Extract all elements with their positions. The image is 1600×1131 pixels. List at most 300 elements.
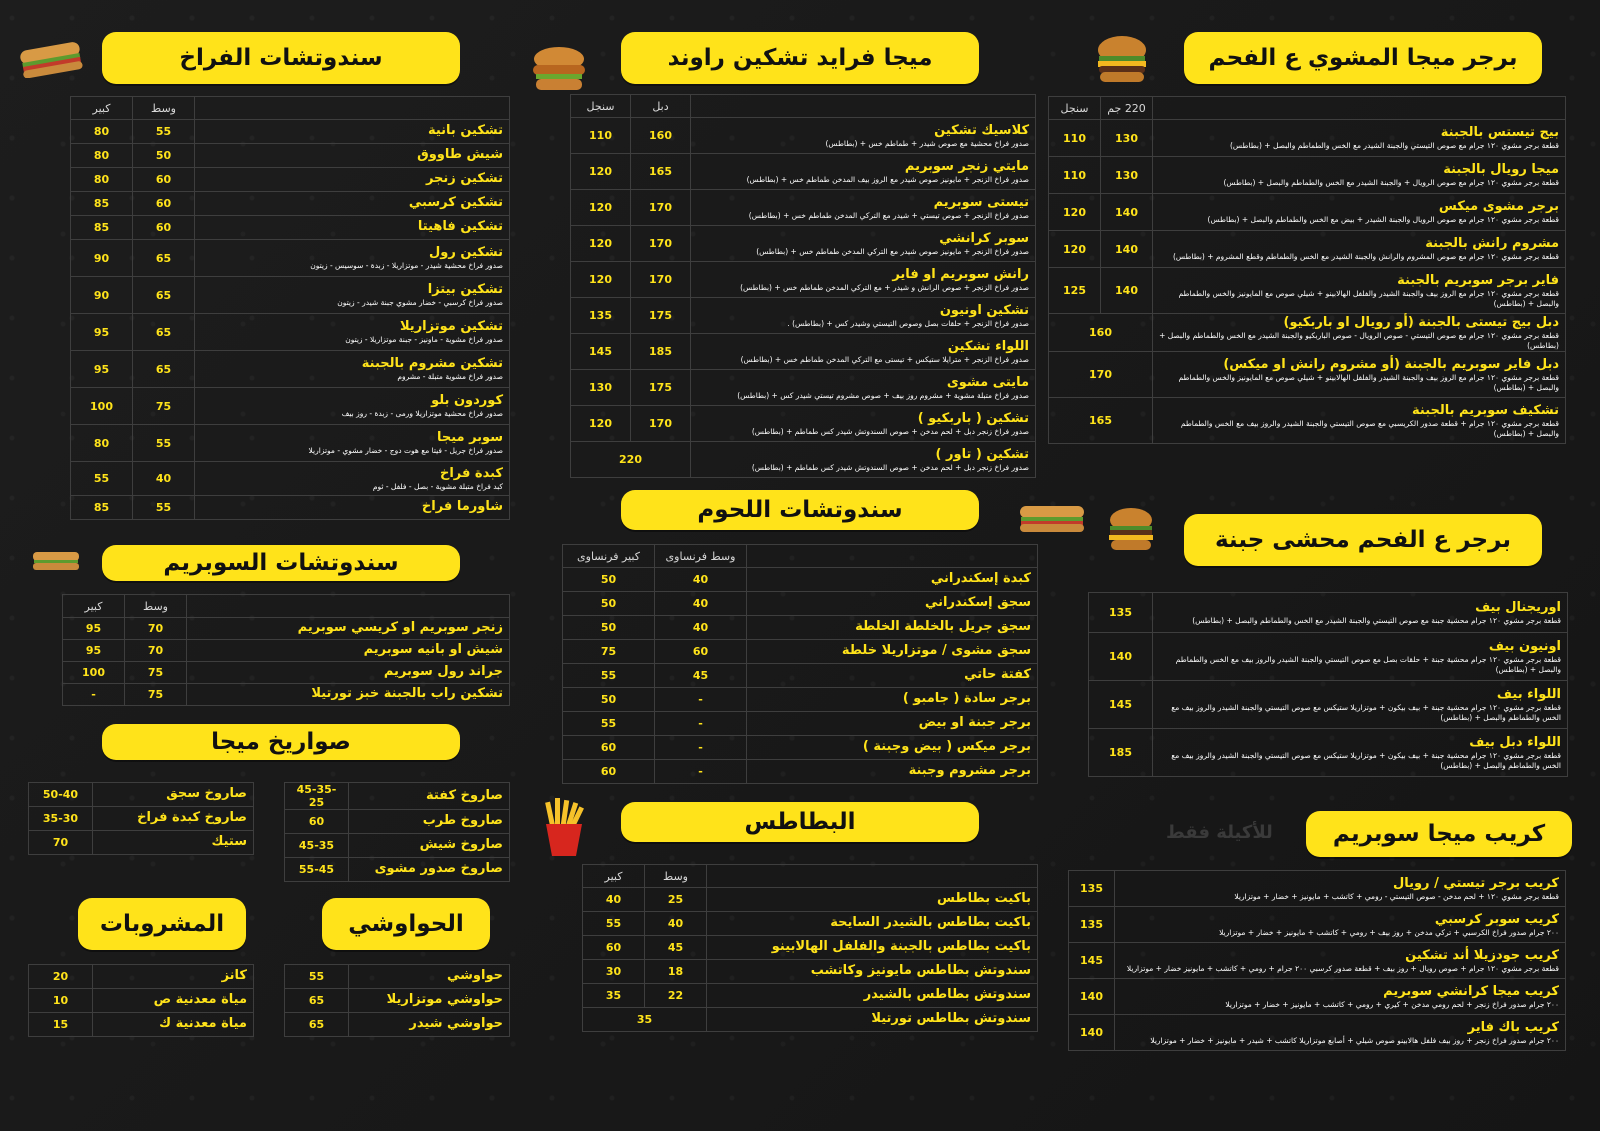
item-description: قطعة برجر مشوي ١٢٠ + لحم مدخن - صوص التيستي - رومي + كاتشب + مايونيز + خضار + موتزاريلا bbox=[1234, 891, 1559, 901]
table-row bbox=[71, 351, 510, 388]
table-row bbox=[583, 936, 1038, 960]
item-price: 45-35 bbox=[285, 834, 349, 858]
item-name: باكيت بطاطس بالجبنة والفلفل الهالابينو bbox=[707, 936, 1038, 960]
table-row bbox=[583, 984, 1038, 1008]
item-price: 170 bbox=[1049, 352, 1153, 398]
item-description: صدور فراخ محشية موتزاريلا ورمى - زبدة - روز بيف bbox=[341, 409, 503, 419]
table-row bbox=[1069, 907, 1566, 943]
table-row bbox=[583, 888, 1038, 912]
item-description: ٢٠٠ جرام صدور فراخ الكرسبي + تركي مدخن + روز بيف + رومي + كاتشب + مايونيز + خضار + موتزاريلا bbox=[1219, 927, 1559, 937]
rockets-table-right bbox=[284, 782, 510, 882]
table-row bbox=[63, 662, 510, 684]
item-description: كبد فراخ متبلة مشوية - بصل - فلفل - ثوم bbox=[372, 481, 503, 491]
item-name: تشكين موتزاريلا صدور فراخ مشوية - ماونيز - جبنة موتزاريلا - زيتون bbox=[195, 314, 510, 351]
item-name: اوريجنال بيف قطعة برجر مشوي ١٢٠ جرام محشية جبنة مع صوص التيستي والجبنة الشيدر مع الخس والطماطم والبصل + (بطاطس) bbox=[1153, 593, 1568, 633]
item-name: ميجا رويال بالجبنة قطعة برجر مشوي ١٢٠ جرام مع صوص الرويال + والجبنة الشيدر مع الخس والطماطم والبصل + (بطاطس) bbox=[1153, 157, 1566, 194]
item-price: 90 bbox=[71, 277, 133, 314]
item-price: 40 bbox=[655, 616, 747, 640]
item-name: تشكين راب بالجبنة خبز تورتيلا bbox=[187, 684, 510, 706]
item-price: 45 bbox=[655, 664, 747, 688]
table-row bbox=[583, 1008, 1038, 1032]
table-row bbox=[29, 1013, 254, 1037]
item-price: 65 bbox=[133, 314, 195, 351]
item-name: زنجر سوبريم او كريسي سوبريم bbox=[187, 618, 510, 640]
table-row bbox=[571, 190, 1036, 226]
item-name: كوردون بلو صدور فراخ محشية موتزاريلا ورمى - زبدة - روز بيف bbox=[195, 388, 510, 425]
fries-icon bbox=[540, 796, 588, 858]
item-name: اللواء بيف قطعة برجر مشوي ١٢٠ جرام محشية جبنة + بيف بيكون + موتزاريلا ستيكس مع صوص التيستي والجبنة الشيدر والروز بيف مع الخس والطماطم والبصل + (بطاطس) bbox=[1153, 681, 1568, 729]
table-row bbox=[71, 462, 510, 496]
item-price: 55 bbox=[133, 496, 195, 520]
item-description: صدور فراخ الزنجر + صوص الرانش و شيدر + مع التركي المدخن طماطم خس + (بطاطس) bbox=[740, 282, 1029, 292]
item-price: - bbox=[655, 712, 747, 736]
item-price: 135 bbox=[1069, 907, 1115, 943]
item-name: تشكين فاهيتا bbox=[195, 216, 510, 240]
item-description: قطعة برجر مشوي ١٢٠ جرام مع صوص الرويال والجبنة الشيدر + بيض مع الخس والطماطم والبصل + (بطاطس) bbox=[1207, 215, 1559, 225]
item-name: كفتة حاتي bbox=[747, 664, 1038, 688]
item-price: 45-35-25 bbox=[285, 783, 349, 810]
item-name: برجر مشوى ميكس قطعة برجر مشوي ١٢٠ جرام مع صوص الرويال والجبنة الشيدر + بيض مع الخس والطماطم والبصل + (بطاطس) bbox=[1153, 194, 1566, 231]
item-price: 120 bbox=[571, 154, 631, 190]
column-header: وسط bbox=[645, 865, 707, 888]
item-price: 65 bbox=[133, 351, 195, 388]
item-name: بيج تيستس بالجبنة قطعة برجر مشوي ١٢٠ جرام مع صوص التيستي والجبنة الشيدر مع الخس والطماطم والبصل + (بطاطس) bbox=[1153, 120, 1566, 157]
item-price: 160 bbox=[1049, 314, 1153, 352]
item-name: صاروخ كبدة فراخ bbox=[93, 807, 254, 831]
sub-sandwich-icon bbox=[1018, 502, 1086, 534]
item-price: 40 bbox=[645, 912, 707, 936]
item-price: 140 bbox=[1069, 1015, 1115, 1051]
item-description: صدور فراخ الزنجر + حلقات بصل وصوص التيستي وشيدر كس + (بطاطس) . bbox=[787, 318, 1029, 328]
burger-icon bbox=[1094, 32, 1150, 88]
item-name: سوبر ميجا صدور فراخ جريل - فيتا مع هوت دوج - خضار مشوي - موتزاريلا bbox=[195, 425, 510, 462]
item-name: تشكين بيتزا صدور فراخ كرسبي - خضار مشوي جبنة شيدر - زيتون bbox=[195, 277, 510, 314]
table-row bbox=[1049, 157, 1566, 194]
item-name: مياة معدنية ك bbox=[93, 1013, 254, 1037]
item-price: 175 bbox=[631, 370, 691, 406]
title-hawawshi: الحواوشي bbox=[322, 898, 490, 950]
crepe-note: للأكيلة فقط bbox=[1166, 822, 1273, 843]
meat-sandwiches-table bbox=[562, 544, 1038, 784]
stuffed-burger-table bbox=[1088, 592, 1568, 777]
item-description: قطعة برجر مشوي ١٢٠ جرام محشية جبنة + حلقات بصل مع صوص التيستي والجبنة الشيدر والروز بيف مع الخس والطماطم والبصل + (بطاطس) bbox=[1175, 654, 1561, 674]
item-price: 120 bbox=[1049, 231, 1101, 268]
item-name: سوبر كرانشي صدور فراخ الزنجر + مايونيز صوص شيدر مع التركي المدخن طماطم خس + (بطاطس) bbox=[691, 226, 1036, 262]
table-row bbox=[71, 388, 510, 425]
item-name: تشكين ( تاور ) صدور فراخ زنجر دبل + لحم مدخن + صوص السندوتش شيدر كس طماطم + (بطاطس) bbox=[691, 442, 1036, 478]
item-price: 45 bbox=[645, 936, 707, 960]
item-price: 65 bbox=[285, 989, 349, 1013]
item-price: 65 bbox=[285, 1013, 349, 1037]
item-price: 55 bbox=[133, 425, 195, 462]
table-row bbox=[1089, 593, 1568, 633]
table-row bbox=[563, 736, 1038, 760]
item-price: 145 bbox=[1069, 943, 1115, 979]
item-description: صدور فراخ محشية شيدر - موتزاريلا - زبدة - سوسيس - زيتون bbox=[310, 261, 503, 271]
item-description: ٢٠٠ جرام صدور فراخ زنجر + لحم رومي مدخن + كيري + رومي + كاتشب + مايونيز + خضار + موتزاريلا bbox=[1225, 999, 1559, 1009]
column-header: وسط فرنساوى bbox=[655, 545, 747, 568]
table-row bbox=[71, 240, 510, 277]
item-price: 50 bbox=[133, 144, 195, 168]
title-stuffed-burger: برجر ع الفحم محشى جبنة bbox=[1184, 514, 1542, 566]
title-grilled-burger: برجر ميجا المشوي ع الفحم bbox=[1184, 32, 1542, 84]
item-name: كريب برجر تيستي / رويال قطعة برجر مشوي ١٢٠ + لحم مدخن - صوص التيستي - رومي + كاتشب + مايونيز + خضار + موتزاريلا bbox=[1115, 871, 1566, 907]
hawawshi-table bbox=[284, 964, 510, 1037]
table-row bbox=[1089, 633, 1568, 681]
item-description: صدور فراخ مشوية - ماونيز - جبنة موتزاريلا - زيتون bbox=[345, 335, 503, 345]
item-price: 145 bbox=[571, 334, 631, 370]
column-header: كبير bbox=[63, 595, 125, 618]
item-price: 130 bbox=[571, 370, 631, 406]
item-name: كريب سوبر كرسبي ٢٠٠ جرام صدور فراخ الكرسبي + تركي مدخن + روز بيف + رومي + كاتشب + مايونيز + خضار + موتزاريلا bbox=[1115, 907, 1566, 943]
item-price: 70 bbox=[125, 618, 187, 640]
item-price: 15 bbox=[29, 1013, 93, 1037]
item-price: 95 bbox=[63, 618, 125, 640]
item-price: 140 bbox=[1101, 231, 1153, 268]
item-name: تشكين كرسبي bbox=[195, 192, 510, 216]
table-row bbox=[563, 568, 1038, 592]
title-supreme-sandwiches: سندوتشات السوبريم bbox=[102, 545, 460, 581]
item-description: صدور فراخ زنجر دبل + لحم مدخن + صوص السندوتش شيدر كس طماطم + (بطاطس) bbox=[751, 462, 1029, 472]
supreme-sandwiches-table bbox=[62, 594, 510, 706]
table-row bbox=[29, 807, 254, 831]
table-header bbox=[1049, 97, 1566, 120]
item-description: قطعة برجر مشوي ١٢٠ جرام + صوص رويال + روز بيف + قطعة صدور كرسبي ٢٠٠ جرام + رومي + كاتشب + مايونيز خضار + موتزاريلا bbox=[1126, 963, 1559, 973]
table-row bbox=[563, 760, 1038, 784]
table-row bbox=[1069, 979, 1566, 1015]
item-price: 75 bbox=[563, 640, 655, 664]
item-price: 125 bbox=[1049, 268, 1101, 314]
item-price: 40 bbox=[655, 568, 747, 592]
column-header: وسط bbox=[133, 97, 195, 120]
item-name: كانز bbox=[93, 965, 254, 989]
item-name: سجق إسكندراني bbox=[747, 592, 1038, 616]
fried-chicken-table bbox=[570, 94, 1036, 478]
item-name: برجر جبنة او بيض bbox=[747, 712, 1038, 736]
column-header bbox=[187, 595, 510, 618]
table-row bbox=[29, 831, 254, 855]
item-price: 60 bbox=[133, 168, 195, 192]
item-price: 60 bbox=[133, 192, 195, 216]
table-row bbox=[71, 192, 510, 216]
item-name: حواوشي موتزاريلا bbox=[349, 989, 510, 1013]
table-row bbox=[571, 370, 1036, 406]
table-row bbox=[1049, 268, 1566, 314]
item-name: شيش او بانيه سوبريم bbox=[187, 640, 510, 662]
column-header: سنجل bbox=[1049, 97, 1101, 120]
item-price: - bbox=[63, 684, 125, 706]
item-name: صاروخ شيش bbox=[349, 834, 510, 858]
item-price: 120 bbox=[571, 406, 631, 442]
item-name: كبدة إسكندراني bbox=[747, 568, 1038, 592]
item-price: 120 bbox=[571, 190, 631, 226]
item-price: 50 bbox=[563, 688, 655, 712]
table-row bbox=[71, 425, 510, 462]
item-price: 145 bbox=[1089, 681, 1153, 729]
item-description: قطعة برجر مشوي ١٢٠ جرام + قطعة صدور الكريسبي مع صوص التيستي والجبنة الشيدر والروز بيف مع الخس والطماطم والبصل + (بطاطس) bbox=[1180, 418, 1559, 438]
item-price: 85 bbox=[71, 192, 133, 216]
table-row bbox=[571, 262, 1036, 298]
drinks-table bbox=[28, 964, 254, 1037]
table-row bbox=[563, 592, 1038, 616]
item-price: 135 bbox=[1089, 593, 1153, 633]
item-price: 95 bbox=[71, 351, 133, 388]
item-price: 70 bbox=[125, 640, 187, 662]
item-price: 170 bbox=[631, 190, 691, 226]
item-price: 90 bbox=[71, 240, 133, 277]
item-price: 55 bbox=[563, 712, 655, 736]
item-name: تشكيف سوبريم بالجبنة قطعة برجر مشوي ١٢٠ جرام + قطعة صدور الكريسبي مع صوص التيستي والجبنة الشيدر والروز بيف مع الخس والطماطم والبصل + (بطاطس) bbox=[1153, 398, 1566, 444]
item-description: صدور فراخ محشية مع صوص شيدر + طماطم خس + (بطاطس) bbox=[825, 138, 1029, 148]
column-header: دبل bbox=[631, 95, 691, 118]
table-row bbox=[285, 1013, 510, 1037]
item-name: سجق مشوى / موتزاريلا خلطة bbox=[747, 640, 1038, 664]
item-name: حواوشي شيدر bbox=[349, 1013, 510, 1037]
table-row bbox=[583, 960, 1038, 984]
table-row bbox=[1069, 943, 1566, 979]
item-price: 135 bbox=[571, 298, 631, 334]
item-price: 85 bbox=[71, 496, 133, 520]
item-price: 170 bbox=[631, 262, 691, 298]
table-row bbox=[1049, 398, 1566, 444]
table-header bbox=[71, 97, 510, 120]
item-price: 20 bbox=[29, 965, 93, 989]
item-name: صاروخ صدور مشوى bbox=[349, 858, 510, 882]
item-description: صدور فراخ الزنجر + مايونيز صوص شيدر مع الروز بيف المدخن طماطم خس + (بطاطس) bbox=[746, 174, 1029, 184]
item-description: قطعة برجر مشوي ١٢٠ جرام محشية جبنة + بيف بيكون + موتزاريلا ستيكس مع صوص التيستي والجبنة الشيدر والروز بيف مع الخس والطماطم والبصل + (بطاطس) bbox=[1171, 750, 1561, 770]
item-price: 170 bbox=[631, 226, 691, 262]
column-header bbox=[707, 865, 1038, 888]
table-row bbox=[1049, 314, 1566, 352]
fries-table bbox=[582, 864, 1038, 1032]
item-price: 175 bbox=[631, 298, 691, 334]
item-price: 50 bbox=[563, 568, 655, 592]
item-description: قطعة برجر مشوي ١٢٠ جرام مع صوص المشروم والرانش والجبنة الشيدر مع الخس والطماطم وقطع المشروم + (بطاطس) bbox=[1172, 252, 1559, 262]
table-row bbox=[583, 912, 1038, 936]
item-price: 140 bbox=[1089, 633, 1153, 681]
item-description: قطعة برجر مشوي ١٢٠ جرام مع الروز بيف والجبنة الشيدر والفلفل الهالابينو + شيلي صوص مع المايونيز والخس والطماطم والبصل + (بطاطس) bbox=[1178, 372, 1559, 392]
item-name: كلاسيك تشكين صدور فراخ محشية مع صوص شيدر + طماطم خس + (بطاطس) bbox=[691, 118, 1036, 154]
item-price: 100 bbox=[71, 388, 133, 425]
item-name: صاروخ سجق bbox=[93, 783, 254, 807]
item-name: اللواء تشكين صدور فراخ الزنجر + مترايلا ستيكس + تيستى مع التركي المدخن طماطم خس + (بطاطس) bbox=[691, 334, 1036, 370]
table-row bbox=[571, 298, 1036, 334]
table-row bbox=[1049, 194, 1566, 231]
item-description: قطعة برجر مشوي ١٢٠ جرام مع الروز بيف والجبنة الشيدر والفلفل الهالابينو + شيلي صوص مع المايونيز والخس والطماطم والبصل + (بطاطس) bbox=[1178, 288, 1559, 308]
table-header bbox=[63, 595, 510, 618]
item-description: ٢٠٠ جرام صدور فراخ زنجر + روز بيف فلفل هالابينو صوص شيلي + أصابع موتزاريلا كاتشب + شيدر + مايونيز + خضار + موتزاريلا bbox=[1150, 1035, 1559, 1045]
sub-sandwich-icon bbox=[18, 40, 84, 78]
table-row bbox=[285, 989, 510, 1013]
table-row bbox=[63, 640, 510, 662]
item-name: تيستى سوبريم صدور فراخ الزنجر + صوص تيستي + شيدر مع التركي المدخن طماطم خس + (بطاطس) bbox=[691, 190, 1036, 226]
table-row bbox=[29, 989, 254, 1013]
table-row bbox=[63, 684, 510, 706]
table-header bbox=[563, 545, 1038, 568]
table-row bbox=[71, 120, 510, 144]
column-header: وسط bbox=[125, 595, 187, 618]
table-row bbox=[571, 442, 1036, 478]
item-price: 140 bbox=[1101, 268, 1153, 314]
table-row bbox=[571, 154, 1036, 190]
item-price: 100 bbox=[63, 662, 125, 684]
item-description: صدور فراخ كرسبي - خضار مشوي جبنة شيدر - زيتون bbox=[337, 298, 503, 308]
item-name: برجر مشروم وجبنة bbox=[747, 760, 1038, 784]
item-price: 75 bbox=[133, 388, 195, 425]
item-name: حواوشي bbox=[349, 965, 510, 989]
item-price: 220 bbox=[571, 442, 691, 478]
table-row bbox=[71, 277, 510, 314]
item-name: صاروخ كفتة bbox=[349, 783, 510, 810]
item-name: كريب جودزيلا أند تشكين قطعة برجر مشوي ١٢٠ جرام + صوص رويال + روز بيف + قطعة صدور كرسبي ٢٠٠ جرام + رومي + كاتشب + مايونيز خضار + موتزاريلا bbox=[1115, 943, 1566, 979]
item-name: كبدة فراخ كبد فراخ متبلة مشوية - بصل - فلفل - ثوم bbox=[195, 462, 510, 496]
item-name: تشكين زنجر bbox=[195, 168, 510, 192]
item-price: 25 bbox=[645, 888, 707, 912]
table-row bbox=[563, 664, 1038, 688]
item-price: 65 bbox=[133, 240, 195, 277]
item-price: - bbox=[655, 760, 747, 784]
item-price: 110 bbox=[571, 118, 631, 154]
item-price: 70 bbox=[29, 831, 93, 855]
column-header bbox=[195, 97, 510, 120]
item-price: 35-30 bbox=[29, 807, 93, 831]
item-name: مايتي زنجر سوبريم صدور فراخ الزنجر + مايونيز صوص شيدر مع الروز بيف المدخن طماطم خس + (بطاطس) bbox=[691, 154, 1036, 190]
item-price: 55 bbox=[285, 965, 349, 989]
item-price: 135 bbox=[1069, 871, 1115, 907]
item-name: اللواء دبل بيف قطعة برجر مشوي ١٢٠ جرام محشية جبنة + بيف بيكون + موتزاريلا ستيكس مع صوص التيستي والجبنة الشيدر والروز بيف مع الخس والطماطم والبصل + (بطاطس) bbox=[1153, 729, 1568, 777]
item-name: سندوتش بطاطس بالشيدر bbox=[707, 984, 1038, 1008]
item-name: تشكين بانية bbox=[195, 120, 510, 144]
item-price: 75 bbox=[125, 684, 187, 706]
item-price: 60 bbox=[583, 936, 645, 960]
item-name: برجر سادة ( جامبو ) bbox=[747, 688, 1038, 712]
table-row bbox=[1049, 231, 1566, 268]
item-price: - bbox=[655, 688, 747, 712]
item-price: 110 bbox=[1049, 157, 1101, 194]
item-name: صاروخ طرب bbox=[349, 810, 510, 834]
item-name: دبل فاير سوبريم بالجبنة (أو مشروم رانش او ميكس) قطعة برجر مشوي ١٢٠ جرام مع الروز بيف والجبنة الشيدر والفلفل الهالابينو + شيلي صوص مع المايونيز والخس والطماطم والبصل + (بطاطس) bbox=[1153, 352, 1566, 398]
table-row bbox=[285, 783, 510, 810]
item-name: مشروم رانش بالجبنة قطعة برجر مشوي ١٢٠ جرام مع صوص المشروم والرانش والجبنة الشيدر مع الخس والطماطم وقطع المشروم + (بطاطس) bbox=[1153, 231, 1566, 268]
table-row bbox=[563, 640, 1038, 664]
item-name: مياة معدنية ص bbox=[93, 989, 254, 1013]
item-price: 80 bbox=[71, 120, 133, 144]
item-price: 85 bbox=[71, 216, 133, 240]
item-name: سندوتش بطاطس تورتيلا bbox=[707, 1008, 1038, 1032]
item-name: ستيك bbox=[93, 831, 254, 855]
column-header bbox=[1153, 97, 1566, 120]
item-name: برجر ميكس ( بيض وجبنة ) bbox=[747, 736, 1038, 760]
item-description: صدور فراخ الزنجر + صوص تيستي + شيدر مع التركي المدخن طماطم خس + (بطاطس) bbox=[748, 210, 1029, 220]
table-row bbox=[1049, 352, 1566, 398]
table-row bbox=[1089, 729, 1568, 777]
table-row bbox=[71, 168, 510, 192]
item-price: 185 bbox=[631, 334, 691, 370]
item-name: باكيت بطاطس بالشيدر السايحة bbox=[707, 912, 1038, 936]
item-price: 22 bbox=[645, 984, 707, 1008]
item-description: صدور فراخ الزنجر + مايونيز صوص شيدر مع التركي المدخن طماطم خس + (بطاطس) bbox=[756, 246, 1029, 256]
title-mega-crepe: كريب ميجا سوبريم bbox=[1306, 811, 1572, 857]
table-row bbox=[71, 144, 510, 168]
item-price: 10 bbox=[29, 989, 93, 1013]
item-price: 60 bbox=[655, 640, 747, 664]
burger-icon bbox=[1106, 506, 1156, 554]
column-header: 220 جم bbox=[1101, 97, 1153, 120]
item-price: 55 bbox=[563, 664, 655, 688]
item-price: 40 bbox=[655, 592, 747, 616]
item-price: 165 bbox=[631, 154, 691, 190]
table-row bbox=[571, 406, 1036, 442]
item-name: دبل بيج تيستى بالجبنة (أو رويال او باربكيو) قطعة برجر مشوي ١٢٠ جرام مع صوص التيستي - صوص الرويال - صوص الباربكيو والجبنة الشيدر مع الخس والطماطم والبصل + (بطاطس) bbox=[1153, 314, 1566, 352]
column-header: كبير bbox=[583, 865, 645, 888]
table-row bbox=[563, 616, 1038, 640]
title-mega-rockets: صواريخ ميجا bbox=[102, 724, 460, 760]
column-header bbox=[691, 95, 1036, 118]
item-description: صدور فراخ مشوية متبلة - مشروم bbox=[397, 372, 503, 382]
item-price: 60 bbox=[563, 760, 655, 784]
table-row bbox=[285, 858, 510, 882]
item-price: 120 bbox=[571, 262, 631, 298]
title-drinks: المشروبات bbox=[78, 898, 246, 950]
item-price: 95 bbox=[63, 640, 125, 662]
item-price: 170 bbox=[631, 406, 691, 442]
table-row bbox=[1069, 871, 1566, 907]
column-header: سنجل bbox=[571, 95, 631, 118]
item-price: 120 bbox=[1049, 194, 1101, 231]
column-header: كبير فرنساوى bbox=[563, 545, 655, 568]
table-row bbox=[1069, 1015, 1566, 1051]
item-price: 130 bbox=[1101, 157, 1153, 194]
table-row bbox=[1089, 681, 1568, 729]
item-name: مايتى مشوى صدور فراخ متبلة مشوية + مشروم روز بيف + صوص مشروم تيستي شيدر كس + (بطاطس) bbox=[691, 370, 1036, 406]
item-price: 55 bbox=[133, 120, 195, 144]
item-price: 130 bbox=[1101, 120, 1153, 157]
item-description: قطعة برجر مشوي ١٢٠ جرام مع صوص التيستي والجبنة الشيدر مع الخس والطماطم والبصل + (بطاطس) bbox=[1229, 141, 1559, 151]
table-row bbox=[571, 118, 1036, 154]
item-description: صدور فراخ زنجر دبل + لحم مدخن + صوص السندوتش شيدر كس طماطم + (بطاطس) bbox=[751, 426, 1029, 436]
item-price: 120 bbox=[571, 226, 631, 262]
column-header: كبير bbox=[71, 97, 133, 120]
item-description: قطعة برجر مشوي ١٢٠ جرام مع صوص الرويال + والجبنة الشيدر مع الخس والطماطم والبصل + (بطاطس) bbox=[1223, 178, 1559, 188]
item-name: رانش سوبريم او فاير صدور فراخ الزنجر + صوص الرانش و شيدر + مع التركي المدخن طماطم خس + (بطاطس) bbox=[691, 262, 1036, 298]
item-price: 55-45 bbox=[285, 858, 349, 882]
item-price: 95 bbox=[71, 314, 133, 351]
table-header bbox=[571, 95, 1036, 118]
item-price: 60 bbox=[285, 810, 349, 834]
item-price: 80 bbox=[71, 144, 133, 168]
item-price: 30 bbox=[583, 960, 645, 984]
item-name: تشكين اونيون صدور فراخ الزنجر + حلقات بصل وصوص التيستي وشيدر كس + (بطاطس) . bbox=[691, 298, 1036, 334]
item-price: - bbox=[655, 736, 747, 760]
title-fries: البطاطس bbox=[621, 802, 979, 842]
item-price: 40 bbox=[133, 462, 195, 496]
item-description: صدور فراخ متبلة مشوية + مشروم روز بيف + صوص مشروم تيستي شيدر كس + (بطاطس) bbox=[737, 390, 1029, 400]
item-name: فاير برجر سوبريم بالجبنة قطعة برجر مشوي ١٢٠ جرام مع الروز بيف والجبنة الشيدر والفلفل الهالابينو + شيلي صوص مع المايونيز والخس والطماطم والبصل + (بطاطس) bbox=[1153, 268, 1566, 314]
item-price: 35 bbox=[583, 1008, 707, 1032]
item-description: صدور فراخ الزنجر + مترايلا ستيكس + تيستى مع التركي المدخن طماطم خس + (بطاطس) bbox=[740, 354, 1029, 364]
item-price: 40 bbox=[583, 888, 645, 912]
item-price: 60 bbox=[563, 736, 655, 760]
rockets-table-left bbox=[28, 782, 254, 855]
item-price: 75 bbox=[125, 662, 187, 684]
item-price: 160 bbox=[631, 118, 691, 154]
title-chicken-sandwiches: سندوتشات الفراخ bbox=[102, 32, 460, 84]
table-row bbox=[29, 783, 254, 807]
item-price: 80 bbox=[71, 168, 133, 192]
sub-sandwich-icon bbox=[32, 550, 80, 572]
item-description: صدور فراخ جريل - فيتا مع هوت دوج - خضار مشوي - موتزاريلا bbox=[308, 446, 503, 456]
item-description: قطعة برجر مشوي ١٢٠ جرام محشية جبنة + بيف بيكون + موتزاريلا ستيكس مع صوص التيستي والجبنة الشيدر والروز بيف مع الخس والطماطم والبصل + (بطاطس) bbox=[1171, 702, 1561, 722]
